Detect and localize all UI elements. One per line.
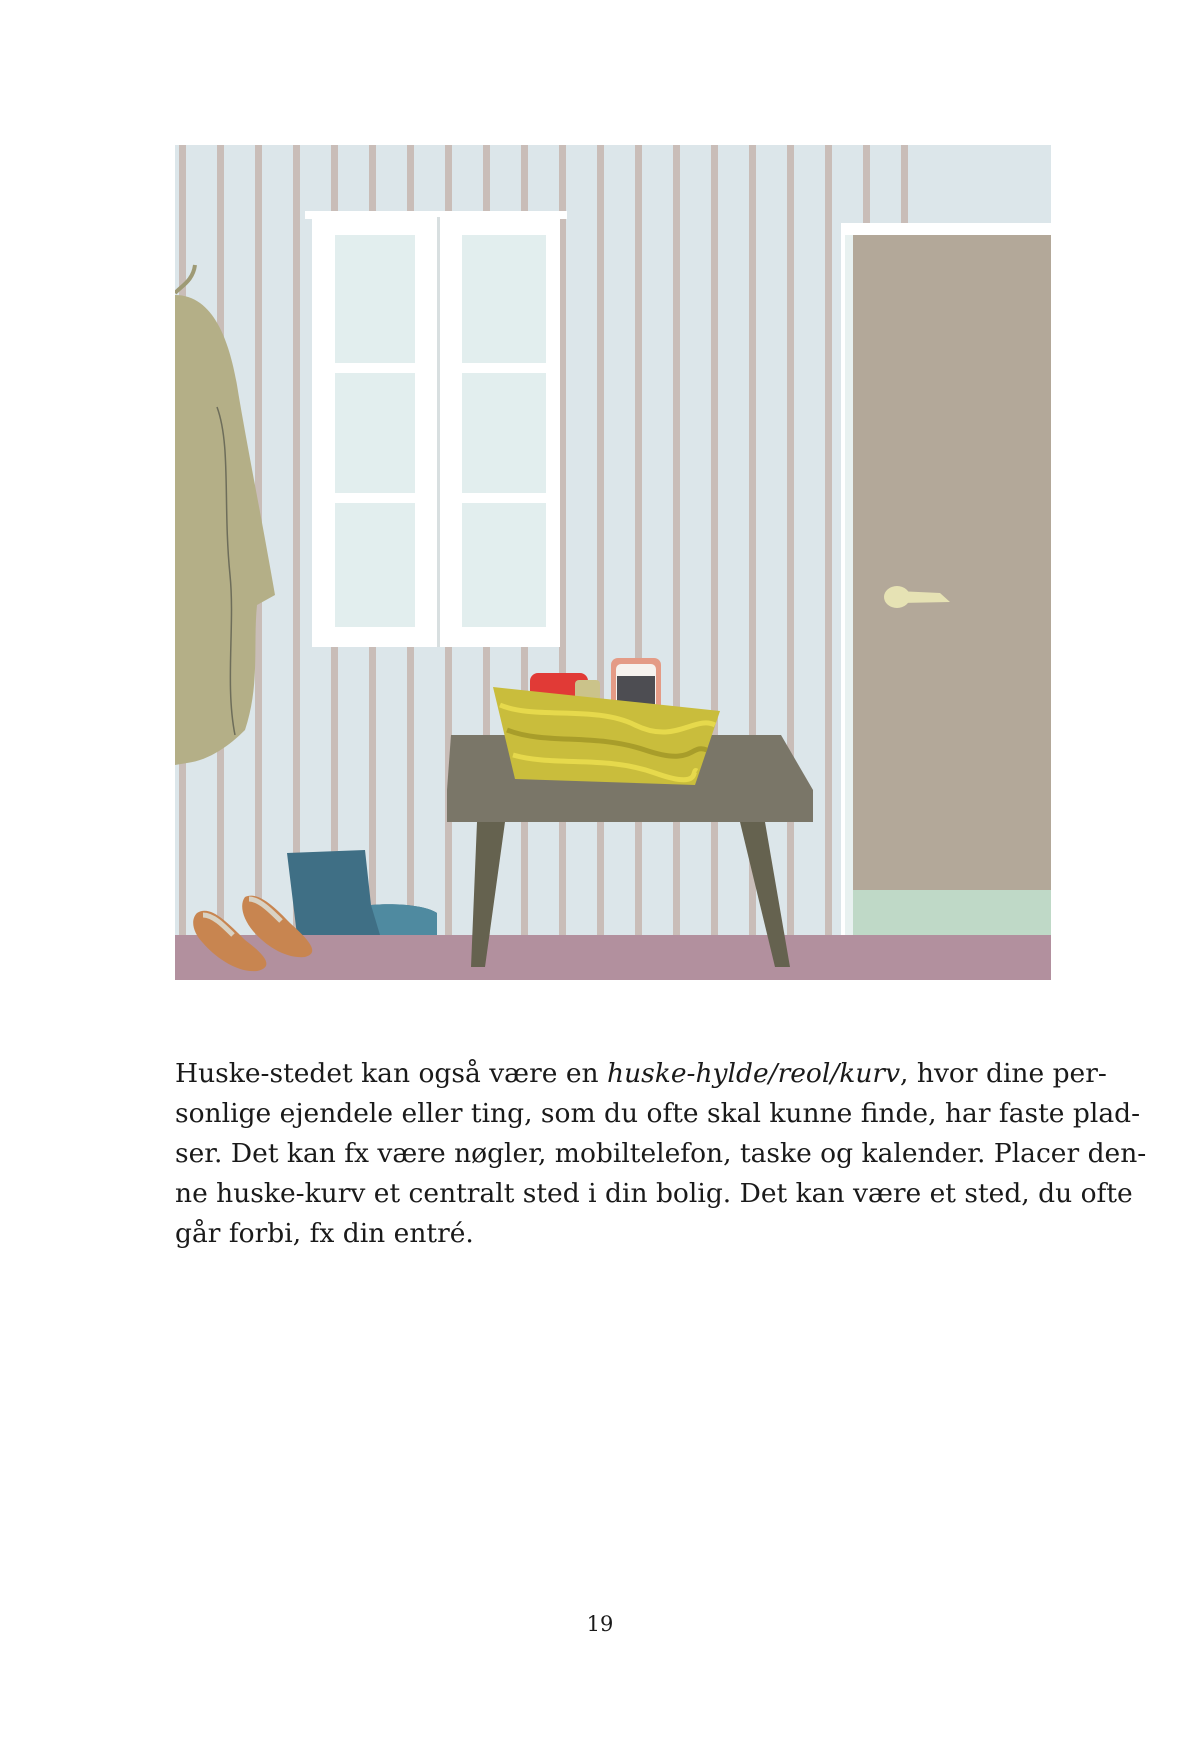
text-span: , hvor dine per-	[900, 1058, 1107, 1089]
entry-hall-illustration	[175, 145, 1051, 980]
page-number: 19	[586, 1612, 614, 1636]
paragraph-line-5: går forbi, fx din entré.	[175, 1218, 474, 1249]
emphasis-text: huske-hylde/reol/kurv	[607, 1058, 901, 1089]
paragraph-line-1	[175, 1054, 1107, 1094]
text-span: Huske-stedet kan også være en	[175, 1058, 608, 1089]
window	[305, 211, 567, 647]
body-paragraph	[175, 1054, 1147, 1254]
paragraph-line-2: sonlige ejendele eller ting, som du ofte skal kunne finde, har faste plad-	[175, 1098, 1141, 1129]
paragraph-line-3: ser. Det kan fx være nøgler, mobiltelefon, taske og kalender. Placer den-	[175, 1138, 1147, 1169]
door	[841, 223, 1051, 935]
paragraph-line-4: ne huske-kurv et centralt sted i din bolig. Det kan være et sted, du ofte	[175, 1178, 1133, 1209]
